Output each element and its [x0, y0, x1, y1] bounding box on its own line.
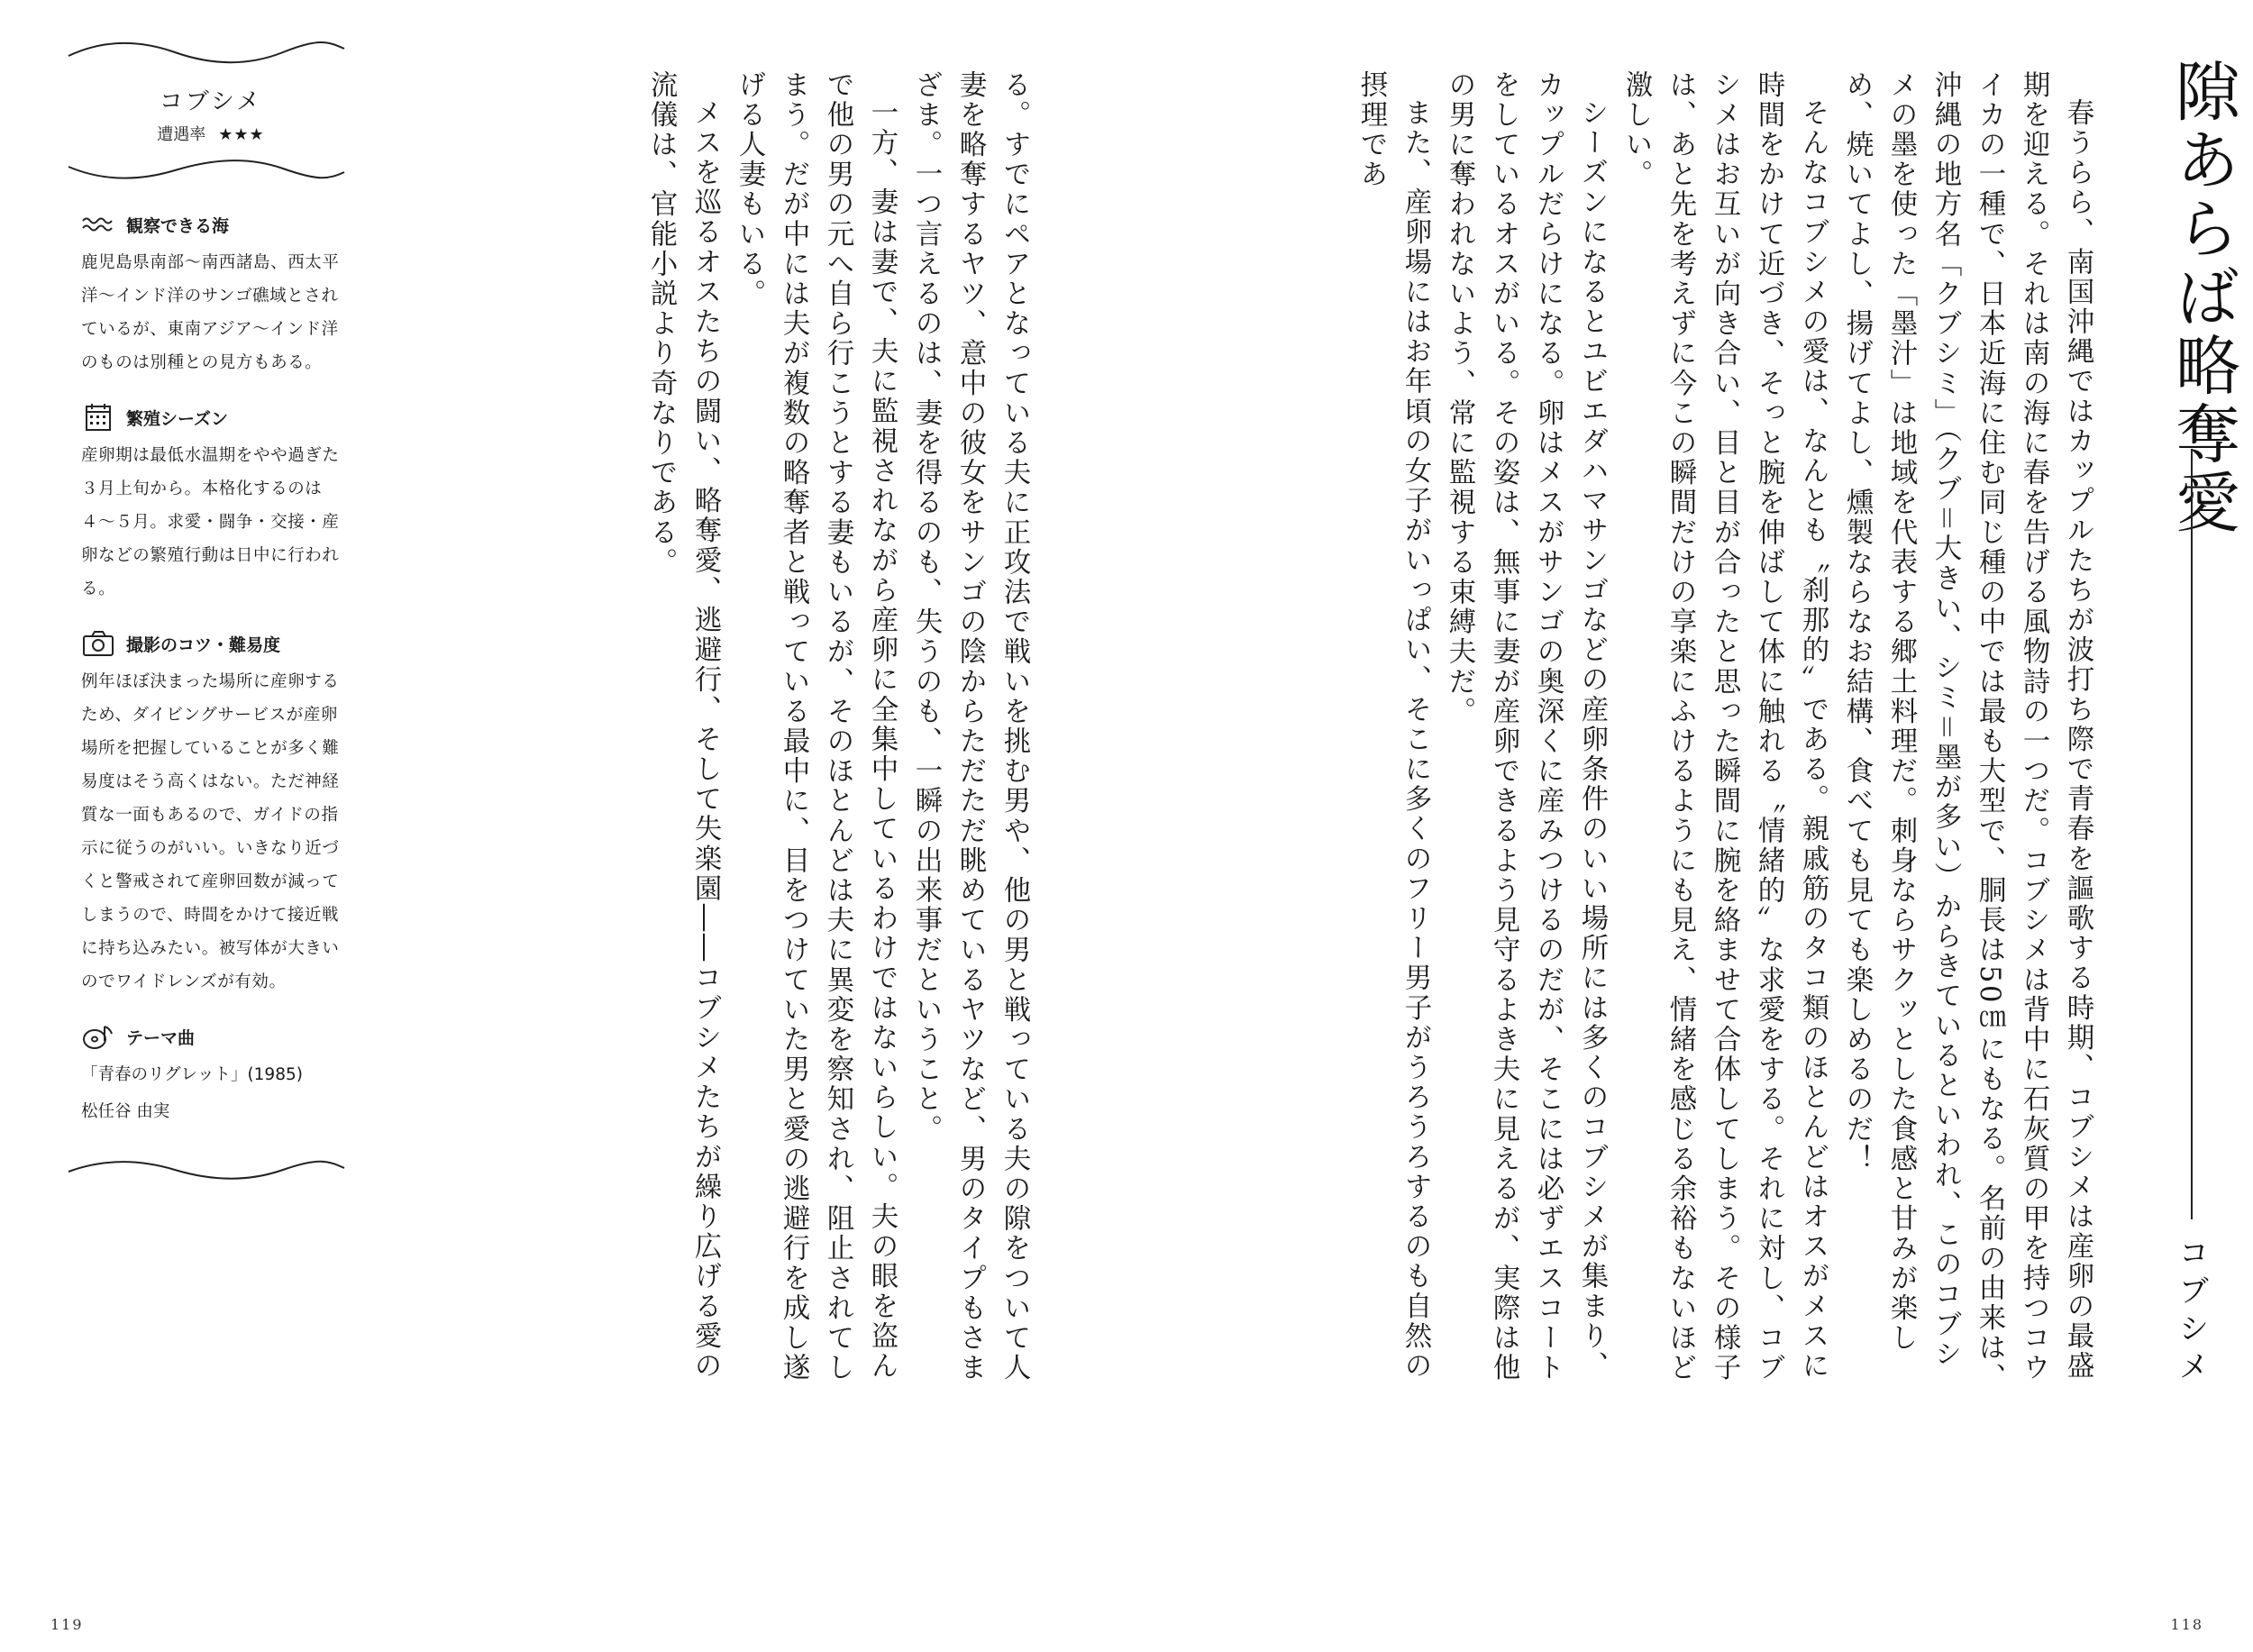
page-number-left: 119 — [50, 1616, 84, 1633]
article-subtitle: コブシメ — [2173, 1237, 2209, 1388]
encounter-rate — [67, 122, 355, 145]
sidebar-section-theme-song — [67, 1018, 355, 1128]
encounter-rate-stars: ★★★ — [218, 125, 265, 144]
section-heading: 観察できる海 — [126, 215, 230, 236]
paragraph: 一方、妻は妻で、夫に監視されながら産卵に全集中しているわけではないらしい。夫の眼を盗んで他の男の元へ自ら行こうとする妻もいるが、そのほとんどは夫に異変を察知され、阻止されてしまう。だが中には夫が複数の略奪者と戦っている最中に、目をつけていた男と愛の逃避行を成し遂げる人妻もいる。 — [734, 70, 898, 1383]
paragraph: る。すでにペアとなっている夫に正攻法で戦いを挑む男や、他の男と戦っている夫の隙をついて人妻を略奪するヤツ、意中の彼女をサンゴの陰からただただ眺めているヤツなど、男のタイプもさまざま。一つ言えるのは、妻を得るのも、失うのも、一瞬の出来事だということ。 — [910, 70, 1030, 1383]
species-name: コブシメ — [159, 88, 263, 115]
title-divider-line — [2191, 449, 2193, 1219]
music-disc-icon — [81, 1021, 117, 1052]
species-info-sidebar — [67, 36, 355, 1186]
sidebar-section-breeding-season — [67, 399, 355, 606]
paragraph: また、産卵場にはお年頃の女子がいっぱい、そこに多くのフリー男子がうろうろするのも自然の摂理であ — [1355, 70, 1431, 1381]
article-title: 隙あらば略奪愛 — [2165, 58, 2240, 537]
paragraph: 春うらら、南国沖縄ではカップルたちが波打ち際で青春を謳歌する時期、コブシメは産卵の最盛期を迎える。それは南の海に春を告げる風物詩の一つだ。コブシメは背中に石灰質の甲を持つコウイカの一種で、日本近海に住む同じ種の中では最も大型で、胴長は50㎝にもなる。名前の由来は、沖縄の地方名「クブシミ」（クブ＝大きい、シミ＝墨が多い）からきているといわれ、このコブシメの墨を使った「墨汁」は地域を代表する郷土料理だ。刺身ならサクッとした食感と甘みが楽しめ、焼いてよし、揚げてよし、燻製ならなお結構、食べても見ても楽しめるのだ！ — [1841, 70, 2093, 1393]
theme-song-title: 「青春のリグレット」(1985) — [81, 1065, 303, 1084]
right-page-body — [1289, 70, 2100, 1395]
left-page-body — [550, 70, 1036, 1395]
paragraph: メスを巡るオスたちの闘い、略奪愛、逃避行、そして失楽園――コブシメたちが繰り広げる愛の流儀は、官能小説より奇なりである。 — [645, 70, 721, 1381]
theme-song-artist: 松任谷 由実 — [81, 1102, 170, 1121]
sidebar-section-photography — [67, 625, 355, 999]
section-text: 鹿児島県南部〜南西諸島、西太平洋〜インド洋のサンゴ礁域とされているが、東南アジア〜インド洋のものは別種との見方もある。 — [81, 253, 340, 372]
section-heading: 撮影のコツ・難易度 — [126, 634, 281, 655]
sidebar-section-habitat — [67, 206, 355, 379]
section-heading: 繁殖シーズン — [126, 408, 229, 429]
section-heading: テーマ曲 — [126, 1027, 196, 1048]
page-number-right: 118 — [2170, 1616, 2203, 1633]
wavy-divider-icon — [67, 154, 346, 187]
calendar-icon — [81, 402, 117, 433]
wavy-divider-icon — [67, 1154, 346, 1186]
wave-icon — [81, 209, 117, 240]
section-text: 例年ほぼ決まった場所に産卵するため、ダイビングサービスが産卵場所を把握していることが多く難易度はそう高くはない。ただ神経質な一面もあるので、ガイドの指示に従うのがいい。いきなり近づくと警戒されて産卵回数が減ってしまうので、時間をかけて接近戦に持ち込みたい。被写体が大きいのでワイドレンズが有効。 — [81, 672, 340, 991]
camera-icon — [81, 628, 117, 659]
encounter-rate-label: 遭遇率 — [157, 125, 206, 144]
paragraph: シーズンになるとユビエダハマサンゴなどの産卵条件のいい場所には多くのコブシメが集まり、カップルだらけになる。卵はメスがサンゴの奥深くに産みつけるのだが、そこには必ずエスコートをしているオスがいる。その姿は、無事に妻が産卵できるよう見守るよき夫に見えるが、実際は他の男に奪われないよう、常に監視する束縛夫だ。 — [1444, 70, 1608, 1383]
wavy-divider-icon — [67, 36, 346, 68]
paragraph: そんなコブシメの愛は、なんとも〝刹那的〟である。親戚筋のタコ類のほとんどはオスがメスに時間をかけて近づき、そっと腕を伸ばして体に触れる〝情緒的〟な求愛をする。それに対し、コブシメはお互いが向き合い、目と目が合ったと思った瞬間に腕を絡ませて合体してしまう。その様子は、あと先を考えずに今この瞬間だけの享楽にふけるようにも見え、情緒を感じる余裕もないほど激しい。 — [1620, 70, 1829, 1383]
section-text: 産卵期は最低水温期をやや過ぎた３月上旬から。本格化するのは４〜５月。求愛・闘争・交接・産卵などの繁殖行動は日中に行われる。 — [81, 446, 340, 598]
